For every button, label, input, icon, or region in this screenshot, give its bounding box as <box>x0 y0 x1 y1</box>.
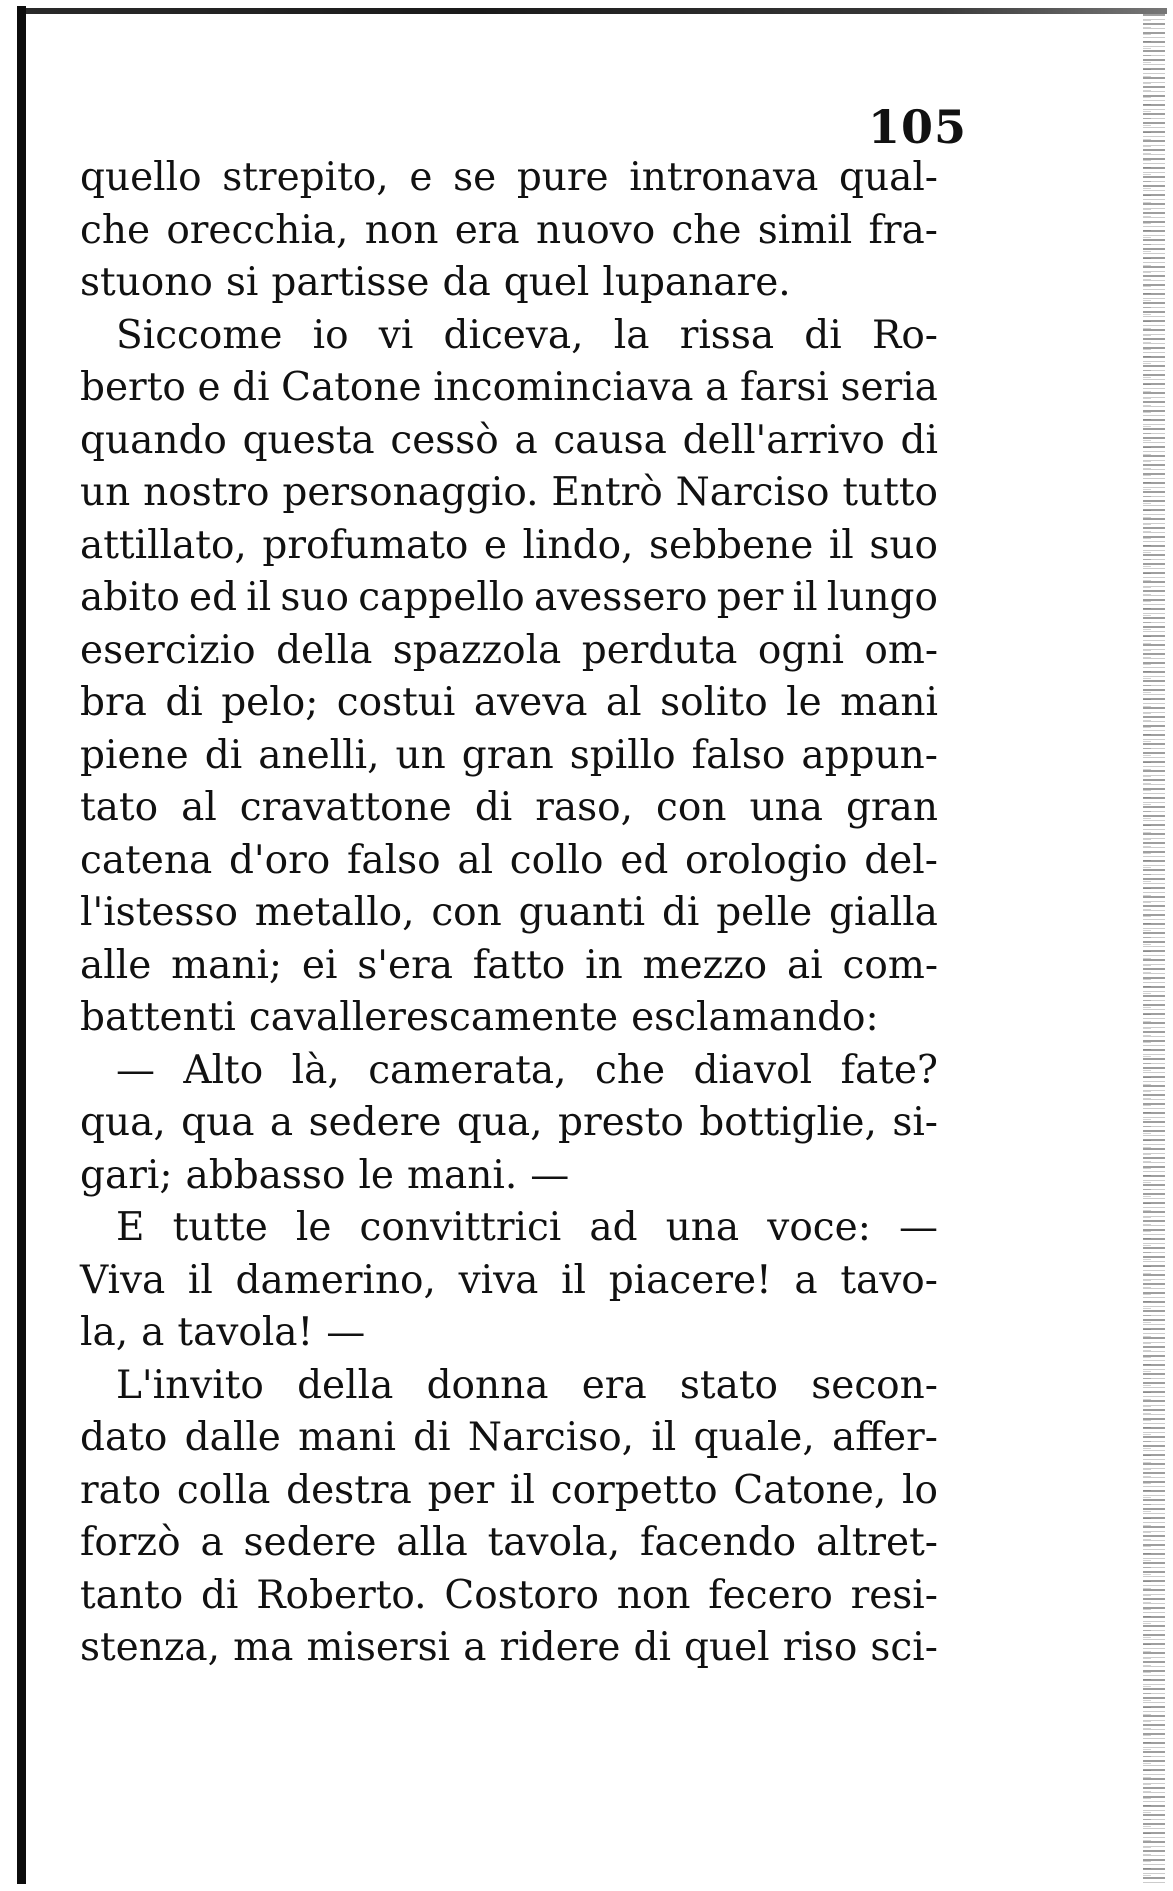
text-line <box>80 1412 938 1465</box>
text-word: mani <box>298 1415 396 1460</box>
text-word: ogni <box>757 627 844 673</box>
text-word: la <box>613 312 650 358</box>
text-word: dell'arrivo <box>682 417 885 463</box>
text-line <box>80 835 938 888</box>
text-word: tavola, <box>487 1520 621 1565</box>
text-word: qua, <box>80 1100 166 1145</box>
text-word: mani; <box>171 942 283 988</box>
text-word: una <box>749 785 823 830</box>
text-word: vi <box>378 312 414 358</box>
text-word: fecero <box>708 1572 833 1618</box>
text-word: lo <box>902 1467 938 1513</box>
text-word: nuovo <box>535 207 656 253</box>
text-word: orologio <box>685 837 848 883</box>
text-line <box>80 992 938 1045</box>
text-word: e <box>197 365 221 410</box>
text-line <box>80 310 938 363</box>
text-word: com- <box>842 942 938 988</box>
text-word: ad <box>589 1205 638 1250</box>
text-word: il <box>792 575 818 620</box>
text-word: abbasso <box>185 1152 346 1198</box>
text-word: L'invito <box>116 1362 264 1408</box>
text-word: seria <box>840 365 938 410</box>
text-word: — <box>530 1152 570 1198</box>
text-word: di <box>474 785 513 830</box>
text-word: cravattone <box>239 785 452 830</box>
text-word: piene <box>80 732 189 778</box>
text-word: alla <box>396 1520 468 1565</box>
text-word: in <box>585 942 623 988</box>
text-word: da <box>442 260 491 305</box>
text-word: la, <box>80 1310 129 1355</box>
text-line <box>80 887 938 940</box>
text-word: esercizio <box>80 627 256 673</box>
text-word: quello <box>80 155 202 200</box>
text-word: si- <box>892 1100 938 1145</box>
text-word: di <box>204 732 243 778</box>
text-word: là, <box>291 1047 340 1093</box>
text-word: corpetto <box>550 1467 718 1513</box>
text-word: questa <box>242 417 375 463</box>
text-word: piacere! <box>608 1257 772 1303</box>
text-word: una <box>665 1205 740 1250</box>
text-word: Siccome <box>116 312 283 358</box>
text-word: quale, <box>693 1415 815 1460</box>
text-word: bra <box>80 680 147 725</box>
text-word: viva <box>458 1257 539 1303</box>
text-word: al <box>605 680 642 725</box>
text-word: stuono <box>80 260 213 305</box>
text-word: di <box>232 365 270 410</box>
text-word: profumato <box>262 522 469 568</box>
text-line <box>80 572 938 625</box>
text-word: catena <box>80 837 213 883</box>
text-word: che <box>671 207 742 253</box>
text-word: Catone <box>281 365 422 410</box>
text-word: affer- <box>832 1415 938 1460</box>
text-line <box>80 1202 938 1255</box>
text-word: partisse <box>271 260 430 305</box>
text-word: il <box>246 575 272 620</box>
text-word: gialla <box>829 890 938 935</box>
text-word: qual- <box>839 155 938 200</box>
text-line <box>80 1622 938 1675</box>
text-word: di <box>413 1415 451 1460</box>
text-word: per <box>716 575 784 620</box>
text-word: rato <box>80 1467 162 1513</box>
text-word: tutte <box>172 1205 268 1250</box>
text-word: stenza, <box>80 1625 221 1670</box>
text-word: le <box>786 680 822 725</box>
text-line <box>80 257 938 310</box>
text-word: le <box>358 1152 394 1198</box>
text-word: — <box>898 1205 938 1250</box>
text-word: Narciso <box>675 470 830 515</box>
text-word: tato <box>80 785 159 830</box>
text-word: rissa <box>679 312 775 358</box>
text-word: pelo; <box>221 680 319 725</box>
text-line <box>80 1150 938 1203</box>
text-word: un <box>80 470 131 515</box>
text-word: forzò <box>80 1520 181 1565</box>
text-word: falso <box>346 837 441 883</box>
text-line <box>80 362 938 415</box>
text-word: di <box>165 680 203 725</box>
text-word: Viva <box>80 1257 166 1303</box>
text-word: si <box>225 260 259 305</box>
text-word: simil <box>757 207 853 253</box>
text-line <box>80 1360 938 1413</box>
text-word: con <box>431 890 502 935</box>
text-word: cavallerescamente <box>248 995 619 1040</box>
text-word: il <box>828 522 854 568</box>
text-word: a <box>705 365 729 410</box>
text-word: lupanare. <box>602 260 791 305</box>
text-word: destra <box>286 1467 412 1513</box>
text-word: dalle <box>184 1415 281 1460</box>
text-word: falso <box>691 732 786 778</box>
text-word: suo <box>280 575 350 620</box>
text-word: camerata, <box>368 1047 567 1093</box>
text-word: del- <box>864 837 938 883</box>
text-word: bottiglie, <box>699 1100 877 1145</box>
text-word: al <box>457 837 494 883</box>
text-word: avessero <box>533 575 708 620</box>
left-page-edge <box>17 6 26 1884</box>
text-word: suo <box>869 522 938 568</box>
text-word: tavo- <box>840 1257 938 1303</box>
text-word: se <box>453 155 497 200</box>
text-line <box>80 520 938 573</box>
text-word: guanti <box>518 890 646 935</box>
text-word: lindo, <box>522 522 634 568</box>
text-word: colla <box>176 1467 271 1513</box>
text-word: attillato, <box>80 522 247 568</box>
text-word: Ro- <box>871 312 938 358</box>
text-word: mani. <box>407 1152 518 1198</box>
text-word: incominciava <box>433 365 694 410</box>
text-word: al <box>181 785 217 830</box>
text-word: tanto <box>80 1572 184 1618</box>
text-word: il <box>651 1415 677 1460</box>
text-word: s'era <box>357 942 453 988</box>
text-word: a <box>794 1257 818 1303</box>
text-word: di <box>900 417 938 463</box>
text-word: a <box>514 417 538 463</box>
text-word: a <box>463 1625 487 1670</box>
text-word: ai <box>786 942 823 988</box>
text-line <box>80 1097 938 1150</box>
text-word: fate? <box>840 1047 938 1093</box>
text-word: resi- <box>850 1572 938 1618</box>
text-word: mezzo <box>642 942 768 988</box>
text-line <box>80 730 938 783</box>
text-word: fra- <box>868 207 938 253</box>
text-word: secon- <box>811 1362 938 1408</box>
text-word: di <box>804 312 842 358</box>
text-word: anelli, <box>258 732 380 778</box>
text-word: stato <box>679 1362 779 1408</box>
text-word: Alto <box>183 1047 264 1093</box>
text-word: fatto <box>472 942 566 988</box>
text-word: quando <box>80 417 227 463</box>
text-word: collo <box>509 837 604 883</box>
text-word: Narciso, <box>467 1415 635 1460</box>
text-word: altret- <box>815 1520 938 1565</box>
text-word: l'istesso <box>80 890 238 935</box>
text-word: causa <box>553 417 667 463</box>
text-word: quel <box>684 1625 770 1670</box>
text-word: non <box>616 1572 691 1618</box>
text-word: di <box>661 890 700 935</box>
text-word: d'oro <box>228 837 331 883</box>
text-line <box>80 205 938 258</box>
text-word: a <box>200 1520 224 1565</box>
text-word: diceva, <box>443 312 584 358</box>
text-word: era <box>581 1362 647 1408</box>
text-word: voce: <box>767 1205 871 1250</box>
text-word: battenti <box>80 995 236 1040</box>
text-word: perduta <box>581 627 738 673</box>
text-word: metallo, <box>254 890 415 935</box>
text-word: ei <box>301 942 338 988</box>
text-word: misersi <box>306 1625 451 1670</box>
text-word: appun- <box>801 732 938 778</box>
text-word: quel <box>503 260 590 305</box>
text-word: esclamando: <box>631 995 879 1040</box>
text-word: raso, <box>535 785 634 830</box>
text-word: Catone, <box>733 1467 887 1513</box>
right-page-edge-shadow <box>1143 20 1151 1880</box>
text-word: sebbene <box>648 522 814 568</box>
text-word: diavol <box>693 1047 813 1093</box>
text-word: abito <box>80 575 180 620</box>
text-word: il <box>510 1467 535 1513</box>
text-word: E <box>116 1205 145 1250</box>
text-word: Costoro <box>444 1572 599 1618</box>
text-word: mani <box>840 680 938 725</box>
text-word: ed <box>189 575 238 620</box>
text-word: spazzola <box>392 627 562 673</box>
text-word: personaggio. <box>282 470 539 515</box>
text-word: qua <box>181 1100 255 1145</box>
text-word: farsi <box>740 365 829 410</box>
top-page-edge <box>17 8 1167 14</box>
text-word: costui <box>336 680 456 725</box>
text-word: riso <box>782 1625 858 1670</box>
text-word: convittrici <box>359 1205 562 1250</box>
text-word: un <box>395 732 446 778</box>
page-number: 105 <box>868 100 968 154</box>
text-word: aveva <box>473 680 588 725</box>
text-word: strepito, <box>222 155 389 200</box>
text-word: e <box>483 522 508 568</box>
text-word: alle <box>80 942 152 988</box>
text-word: facendo <box>639 1520 797 1565</box>
text-word: berto <box>80 365 186 410</box>
text-word: sci- <box>870 1625 938 1670</box>
text-word: damerino, <box>235 1257 436 1303</box>
text-line <box>80 677 938 730</box>
text-word: Entrò <box>551 470 663 515</box>
text-word: spillo <box>569 732 676 778</box>
text-line <box>80 1307 938 1360</box>
text-word: presto <box>557 1100 684 1145</box>
text-word: ed <box>620 837 669 883</box>
text-word: le <box>295 1205 332 1250</box>
text-word: lungo <box>826 575 938 620</box>
text-word: gran <box>461 732 554 778</box>
text-word: non <box>364 207 439 253</box>
text-word: Roberto. <box>256 1572 427 1618</box>
text-line <box>80 1570 938 1623</box>
text-word: ma <box>233 1625 294 1670</box>
text-word: a <box>269 1100 294 1145</box>
text-word: tutto <box>842 470 938 515</box>
text-word: sedere <box>243 1520 377 1565</box>
text-word: gran <box>845 785 938 830</box>
text-line <box>80 1517 938 1570</box>
text-line <box>80 625 938 678</box>
text-word: che <box>80 207 151 253</box>
text-word: nostro <box>143 470 270 515</box>
text-word: e <box>409 155 433 200</box>
text-word: io <box>312 312 349 358</box>
text-word: il <box>187 1257 213 1303</box>
text-line <box>80 782 938 835</box>
body-text <box>80 152 938 1675</box>
text-line <box>80 1465 938 1518</box>
text-word: intronava <box>629 155 819 200</box>
text-word: ridere <box>499 1625 621 1670</box>
text-word: era <box>454 207 520 253</box>
text-word: om- <box>864 627 938 673</box>
text-word: dato <box>80 1415 168 1460</box>
text-line <box>80 1045 938 1098</box>
text-word: a <box>141 1310 165 1355</box>
text-word: solito <box>660 680 768 725</box>
text-line <box>80 940 938 993</box>
text-word: sedere <box>308 1100 442 1145</box>
text-word: pure <box>516 155 609 200</box>
text-word: gari; <box>80 1152 173 1198</box>
text-word: di <box>633 1625 671 1670</box>
text-word: di <box>200 1572 239 1618</box>
text-line <box>80 152 938 205</box>
text-line <box>80 415 938 468</box>
text-word: tavola! <box>177 1310 314 1355</box>
text-word: per <box>427 1467 495 1513</box>
text-word: — <box>326 1310 366 1355</box>
text-word: qua, <box>456 1100 543 1145</box>
text-word: — <box>116 1047 155 1093</box>
text-word: che <box>594 1047 666 1093</box>
text-word: cappello <box>358 575 525 620</box>
text-word: pelle <box>716 890 813 935</box>
text-word: il <box>561 1257 587 1303</box>
text-line <box>80 1255 938 1308</box>
text-word: della <box>276 627 373 673</box>
text-word: orecchia, <box>166 207 349 253</box>
text-word: donna <box>426 1362 549 1408</box>
text-line <box>80 467 938 520</box>
text-word: della <box>297 1362 394 1408</box>
text-word: cessò <box>390 417 499 463</box>
text-word: con <box>656 785 727 830</box>
